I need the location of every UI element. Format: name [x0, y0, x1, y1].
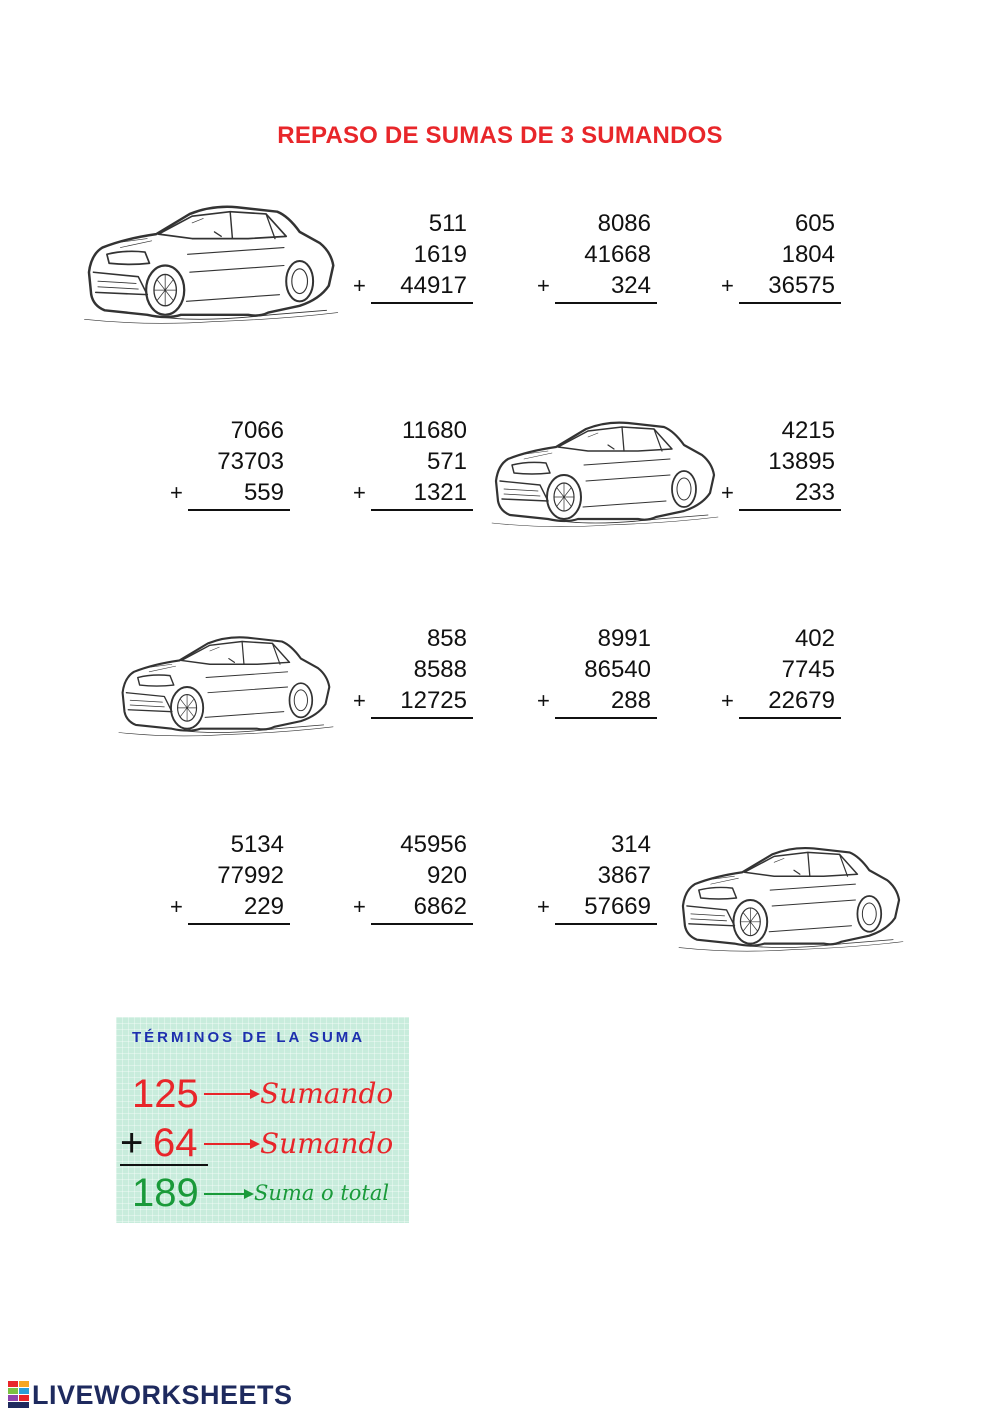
car-sketch-image: [115, 622, 335, 752]
addend-second[interactable]: 41668: [584, 241, 651, 268]
addition-problem: [721, 624, 841, 724]
addend-label-2: Sumando: [260, 1127, 394, 1160]
addend-third[interactable]: 288: [610, 687, 651, 714]
addend-first[interactable]: 858: [426, 625, 467, 652]
plus-sign: +: [170, 894, 183, 919]
plus-sign: +: [537, 894, 550, 919]
addend-third[interactable]: 229: [243, 893, 284, 920]
addend-third[interactable]: 324: [610, 272, 651, 299]
sum-line: [371, 509, 473, 511]
plus-sign: +: [721, 480, 734, 505]
addend-first[interactable]: 511: [428, 210, 467, 237]
addend-first[interactable]: 402: [794, 625, 835, 652]
sum-line: [555, 302, 657, 304]
addition-problem: [537, 624, 657, 724]
addend-second[interactable]: 920: [426, 862, 467, 889]
addend-example-1: 125: [132, 1072, 199, 1116]
sum-line: [120, 1164, 208, 1166]
arrow-icon: [204, 1087, 260, 1101]
plus-symbol: +: [120, 1121, 144, 1165]
addend-third[interactable]: 6862: [413, 893, 467, 920]
sum-line: [188, 509, 290, 511]
addition-problem: [170, 416, 290, 516]
addend-first[interactable]: 8991: [597, 625, 651, 652]
addend-second[interactable]: 77992: [217, 862, 284, 889]
liveworksheets-logo-icon: [8, 1381, 30, 1409]
addend-second[interactable]: 73703: [217, 448, 284, 475]
plus-sign: +: [353, 688, 366, 713]
plus-sign: +: [353, 894, 366, 919]
addition-problem: [721, 209, 841, 309]
liveworksheets-logo[interactable]: [8, 1378, 293, 1412]
addition-problem: [170, 830, 290, 930]
addend-third[interactable]: 36575: [768, 272, 835, 299]
addend-second[interactable]: 8588: [413, 656, 467, 683]
addend-label-1: Sumando: [260, 1077, 394, 1110]
addend-second[interactable]: 86540: [584, 656, 651, 683]
addend-first[interactable]: 314: [610, 831, 651, 858]
addend-second[interactable]: 1619: [413, 241, 467, 268]
arrow-icon: [204, 1187, 254, 1201]
terms-heading: TÉRMINOS DE LA SUMA: [132, 1029, 366, 1046]
addition-problem: [353, 416, 473, 516]
plus-sign: +: [170, 480, 183, 505]
addition-problem: [537, 209, 657, 309]
addend-example-2: 64: [153, 1121, 198, 1165]
addend-second[interactable]: 7745: [781, 656, 835, 683]
brand-name: LIVEWORKSHEETS: [32, 1379, 293, 1410]
addend-first[interactable]: 11680: [402, 417, 467, 444]
addend-second[interactable]: 571: [426, 448, 467, 475]
plus-sign: +: [721, 273, 734, 298]
sum-line: [371, 717, 473, 719]
plus-sign: +: [537, 688, 550, 713]
addend-first[interactable]: 45956: [400, 831, 467, 858]
sum-line: [188, 923, 290, 925]
addition-problem: [353, 209, 473, 309]
sum-line: [555, 923, 657, 925]
addend-third[interactable]: 44917: [400, 272, 467, 299]
plus-sign: +: [353, 480, 366, 505]
addend-first[interactable]: 4215: [781, 417, 835, 444]
arrow-icon: [204, 1137, 260, 1151]
addition-problem: [353, 830, 473, 930]
sum-line: [371, 923, 473, 925]
addend-third[interactable]: 1321: [413, 479, 467, 506]
addend-second[interactable]: 13895: [768, 448, 835, 475]
addend-third[interactable]: 57669: [584, 893, 651, 920]
car-sketch-image: [675, 835, 905, 965]
addend-second[interactable]: 3867: [597, 862, 651, 889]
sum-line: [739, 302, 841, 304]
addend-second[interactable]: 1804: [781, 241, 835, 268]
addend-third[interactable]: 12725: [400, 687, 467, 714]
addition-problem: [537, 830, 657, 930]
plus-sign: +: [537, 273, 550, 298]
addition-problem: [353, 624, 473, 724]
addition-problem: [721, 416, 841, 516]
addend-first[interactable]: 7066: [230, 417, 284, 444]
sum-line: [739, 509, 841, 511]
plus-sign: +: [353, 273, 366, 298]
addend-third[interactable]: 22679: [768, 687, 835, 714]
addend-first[interactable]: 5134: [230, 831, 284, 858]
page-title: REPASO DE SUMAS DE 3 SUMANDOS: [277, 122, 723, 149]
addend-third[interactable]: 559: [243, 479, 284, 506]
sum-line: [555, 717, 657, 719]
total-example: 189: [132, 1171, 199, 1215]
plus-sign: +: [721, 688, 734, 713]
car-sketch-image: [80, 198, 340, 333]
total-label: Suma o total: [254, 1181, 390, 1205]
sum-line: [739, 717, 841, 719]
terms-of-addition-box: [116, 1017, 409, 1223]
addend-first[interactable]: 605: [794, 210, 835, 237]
addend-third[interactable]: 233: [794, 479, 835, 506]
sum-line: [371, 302, 473, 304]
addend-first[interactable]: 8086: [597, 210, 651, 237]
car-sketch-image: [488, 410, 720, 540]
